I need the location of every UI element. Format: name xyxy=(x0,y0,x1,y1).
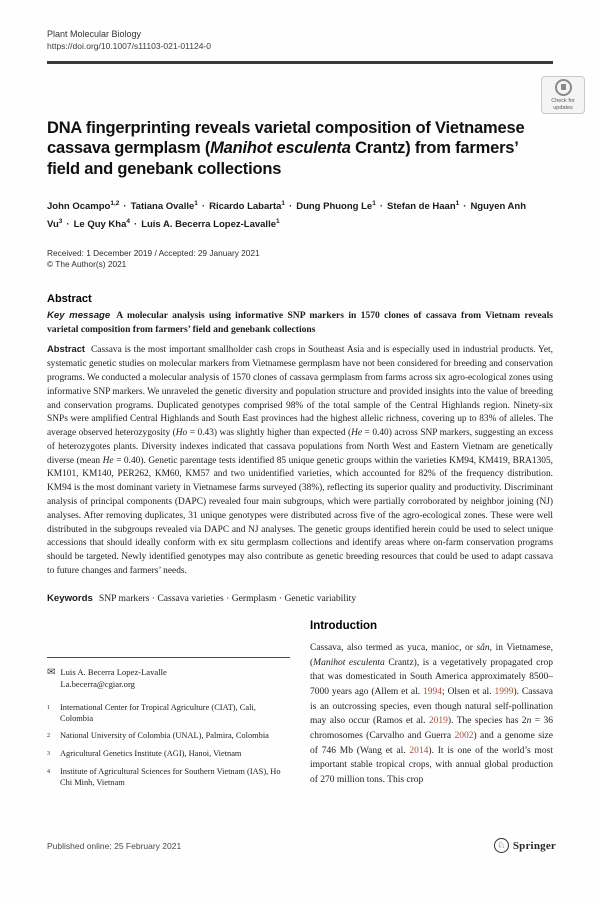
received-accepted: Received: 1 December 2019 / Accepted: 29 January 2021 xyxy=(47,248,260,259)
correspondence-block xyxy=(47,667,290,691)
publisher-mark xyxy=(494,838,556,853)
doi-link[interactable]: https://doi.org/10.1007/s11103-021-01124-0 xyxy=(47,41,211,51)
abstract-inline-label: Abstract xyxy=(47,343,86,355)
citation-link[interactable]: 2019 xyxy=(428,716,448,727)
introduction-paragraph: Cassava, also termed as yuca, manioc, or sắn, in Vietnamese, (Manihot esculenta Crantz), is a vegetatively propagated crop that was domesticated in South America approximately 8500–7000 years ago (Allem et al. 1994; Olsen et al. 1999). Cassava is an outcrossing species, even though natural self-pollination may also occur (Ramos et al. 2019). The species has 2n = 36 chromosomes (Carvalho and Guerra 2002) and a genome size of 746 Mb (Wang et al. 2014). It is one of the world’s most important stable tropical crops, with annual global production of 270 million tons. This crop xyxy=(310,642,554,786)
species-name-italic: Manihot esculenta xyxy=(210,139,351,157)
keywords-line: Keywords SNP markers · Cassava varieties · Germplasm · Genetic variability xyxy=(47,592,357,604)
published-online-date: Published online: 25 February 2021 xyxy=(47,840,182,851)
affiliation-item: 2 National University of Colombia (UNAL), Palmira, Colombia xyxy=(47,731,269,741)
author-name: Luis A. Becerra Lopez-Lavalle$^1$ xyxy=(141,218,280,231)
author-name: Stefan de Haan$^1$ xyxy=(387,200,460,213)
citation-link[interactable]: 2014 xyxy=(409,745,429,756)
badge-label-line1: Check for xyxy=(551,97,575,104)
author-name: Tatiana Ovalle$^1$ xyxy=(130,200,198,213)
citation-link[interactable]: 2002 xyxy=(454,731,474,742)
journal-name: Plant Molecular Biology xyxy=(47,29,142,39)
citation-link[interactable]: 1999 xyxy=(494,686,514,697)
badge-label-line2: updates xyxy=(553,105,573,111)
introduction-column xyxy=(310,620,553,796)
two-column-section xyxy=(47,620,553,796)
keywords-label: Keywords xyxy=(47,592,93,604)
footnote-divider xyxy=(47,657,290,658)
key-message: Key message A molecular analysis using informative SNP markers in 1570 clones of cassava from Vietnam reveals varietal composition from farmers’ field and genebank collections xyxy=(47,310,553,336)
author-name: Le Quy Kha$^4$ xyxy=(73,218,131,231)
corresponding-author-name: Luis A. Becerra Lopez-Lavalle xyxy=(60,666,167,677)
affiliation-item: 1 International Center for Tropical Agriculture (CIAT), Cali, Colombia xyxy=(47,702,256,723)
key-message-label: Key message xyxy=(47,310,111,322)
citation-link[interactable]: 1994 xyxy=(423,686,443,697)
crossmark-icon xyxy=(555,79,572,96)
article-title: DNA fingerprinting reveals varietal composition of Vietnamese cassava germplasm (Manihot esculenta Crantz) from farmers’ field and genebank collections xyxy=(47,118,525,178)
author-name: Ricardo Labarta$^1$ xyxy=(209,200,286,213)
author-name: Nguyen Anh Vu$^3$ xyxy=(47,201,527,231)
affiliation-item: 4 Institute of Agricultural Sciences for Southern Vietnam (IAS), Ho Chi Minh, Vietnam xyxy=(47,767,281,787)
species-name-italic: Manihot esculenta xyxy=(313,657,385,668)
affiliation-item: 3 Agricultural Genetics Institute (AGI), Hanoi, Vietnam xyxy=(47,749,242,759)
introduction-heading: Introduction xyxy=(310,619,378,632)
page-footer xyxy=(47,838,556,853)
author-list: John Ocampo$^{1,2}$ · Tatiana Ovalle$^1$ · Ricardo Labarta$^1$ · Dung Phuong $Le^1$ · Stefan de Haan$^1$ · Nguyen Anh $Vu^3 \cdot Le$ Quy Kha$^4$ · Luis A. Becerra Lopez-Lavalle$^1$ xyxy=(47,200,527,231)
check-for-updates-badge[interactable] xyxy=(541,76,585,114)
abstract-paragraph: Abstract Cassava is the most important smallholder cash crops in Southeast Asia and is especially used in industrial products. Yet, systematic genetic studies on molecular markers from Vietnamese germplasm have not been considered for breeding and conservation programs. We conducted a molecular analysis of 1570 clones of cassava germplasm from farms across six agro-ecological zones using informative SNP markers. We unraveled the genetic diversity and population structure and provided insights into the value of breeding and conservation programs. Duplicated genotypes comprised 98% of the total sample of the Central Highlands region. Ninety-six SNPs were amplified Central Highlands and South East provinces had the highest allelic richness, covering up to 83% of alleles. The average observed heterozygosity (Ho = 0.43) was slightly higher than expected (He = 0.40) across SNP markers, suggesting an excess of heterozygotes plants. Diversity indexes indicated that cassava populations from North West and Eastern Vietnam are genetically diverse (mean He = 0.40). Genetic parentage tests identified 85 unique genetic groups within the varieties KM94, KM419, BRA1305, KM101, KM140, PER262, KM60, KM57 and two unidentified varieties, which accounted for 82% of the frequency distribution. KM94 is the most dominant variety in Vietnamese farms surveyed (38%), reflecting its superior quality and productivity. Discriminant analysis of principal components (DAPC) revealed four main subgroups, which were partially corroborated by neighbor joining (NJ) analyses. After removing duplicates, 31 unique genotypes were distributed across five of the agro-ecological zones. These were well distributed in the subgroups revealed via DAPC and NJ analyses. The genetic groups identified herein could be used to select unique accessions that should ideally conform with ex situ germplasm collections and identify areas where on-farm conservation programs should be targeted. Newly identified genotypes may also contribute as genetic breeding resources that could be used to adapt cassava to future changes and farmers’ needs. xyxy=(47,343,553,577)
footnote-column xyxy=(47,620,290,796)
author-name: Dung Phuong Le$^1$ xyxy=(296,200,376,213)
corresponding-author-email[interactable]: La.becerra@cgiar.org xyxy=(60,679,135,690)
header-divider xyxy=(47,61,553,64)
springer-logo-icon: ♘ xyxy=(494,838,509,853)
author-name: John Ocampo$^{1,2}$ xyxy=(47,200,120,213)
affiliation-list xyxy=(47,703,290,789)
abstract-heading: Abstract xyxy=(47,293,92,306)
copyright-line: © The Author(s) 2021 xyxy=(47,259,127,270)
vietnamese-term-italic: sắn xyxy=(476,642,490,653)
envelope-icon: ✉ xyxy=(47,666,56,678)
springer-wordmark: Springer xyxy=(512,839,556,852)
